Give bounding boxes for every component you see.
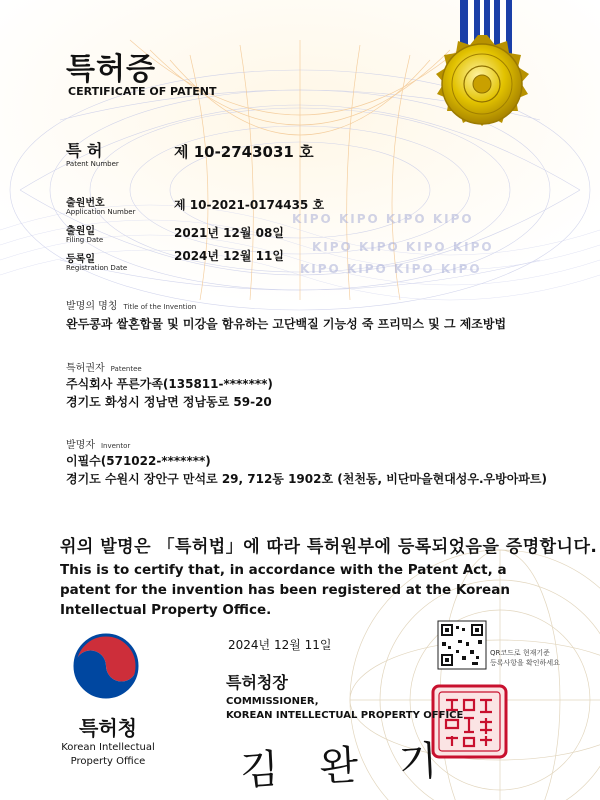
inventor-label <box>66 436 130 451</box>
certificate-subtitle: CERTIFICATE OF PATENT <box>68 85 217 98</box>
application-number-value: 제 10-2021-0174435 호 <box>174 198 325 212</box>
declaration-ko: 위의 발명은 「특허법」에 따라 특허원부에 등록되었음을 증명합니다. <box>60 537 598 557</box>
patentee-name: 주식회사 푸른가족(135811-*******) <box>66 377 273 391</box>
commissioner-title-en-line2: KOREAN INTELLECTUAL PROPERTY OFFICE <box>226 710 464 721</box>
invention-label-ko: 발명의 명칭 <box>66 301 118 312</box>
qr-caption-line2: 등록사항을 확인하세요 <box>490 659 560 667</box>
watermark-text: KIPO KIPO KIPO KIPO <box>300 262 482 276</box>
invention-label <box>66 297 196 312</box>
inventor-name: 이필수(571022-*******) <box>66 454 211 468</box>
patentee-address: 경기도 화성시 정남면 정남동로 59-20 <box>66 395 272 409</box>
qr-caption <box>490 648 560 668</box>
invention-label-en: Title of the Invention <box>123 303 197 311</box>
registration-date-value: 2024년 12월 11일 <box>174 249 284 263</box>
filing-date-label-en: Filing Date <box>66 236 104 244</box>
office-name-en: Korean Intellectual Property Office <box>61 742 155 767</box>
application-number-label: 출원번호 <box>66 198 105 209</box>
filing-date-label: 출원일 <box>66 226 95 237</box>
watermark-text: KIPO KIPO KIPO KIPO <box>312 240 494 254</box>
registration-date-label: 등록일 <box>66 254 95 265</box>
commissioner-title-en <box>226 695 463 723</box>
patentee-label-en: Patentee <box>110 365 142 373</box>
issue-date: 2024년 12월 11일 <box>228 638 332 652</box>
declaration-en: This is to certify that, in accordance with the Patent Act, a patent for the invention has been registered at the Korean Intellectual Property Office. <box>60 562 510 618</box>
registration-date-label-en: Registration Date <box>66 264 128 272</box>
filing-date-value: 2021년 12월 08일 <box>174 226 284 240</box>
invention-title: 완두콩과 쌀혼합물 및 미강을 함유하는 고단백질 기능성 죽 프리믹스 및 그 제조방법 <box>66 317 507 331</box>
inventor-label-ko: 발명자 <box>66 440 95 451</box>
certificate-title: 특허증 <box>66 52 156 87</box>
patentee-label <box>66 359 142 374</box>
patent-number-value: 제 10-2743031 호 <box>174 143 314 161</box>
inventor-label-en: Inventor <box>100 442 131 450</box>
kipo-logo-icon <box>73 635 139 703</box>
commissioner-title-en-line1: COMMISSIONER, <box>226 696 319 707</box>
patent-number-label: 특 허 <box>66 141 103 160</box>
patent-number-label-en: Patent Number <box>66 160 119 168</box>
commissioner-signature: 김 완 기 <box>239 737 453 795</box>
application-number-label-en: Application Number <box>66 208 136 216</box>
commissioner-title-ko: 특허청장 <box>226 673 288 692</box>
inventor-address: 경기도 수원시 장안구 만석로 29, 712동 1902호 (천천동, 비단마을현대성우.우방아파트) <box>66 472 547 486</box>
watermark-text: KIPO KIPO KIPO KIPO <box>292 212 474 226</box>
office-name-ko: 특허청 <box>79 716 137 740</box>
qr-caption-line1: QR코드로 현재기준 <box>490 649 550 657</box>
patentee-label-ko: 특허권자 <box>66 363 105 374</box>
qr-code-icon <box>438 621 486 669</box>
